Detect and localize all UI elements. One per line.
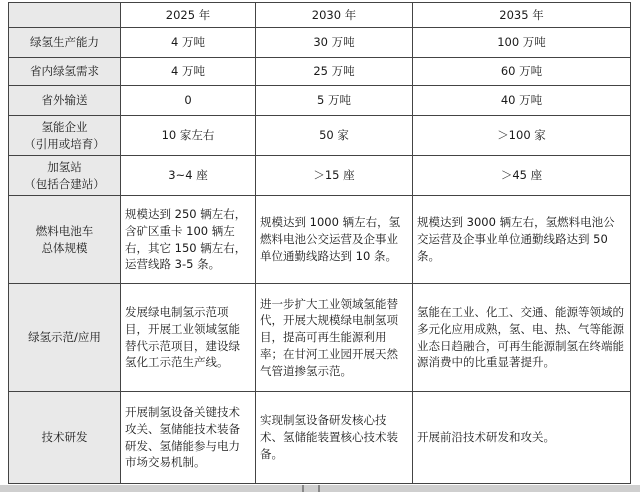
cell-2025: 4 万吨 bbox=[121, 58, 256, 86]
table-row bbox=[9, 116, 631, 156]
cell-2035: ＞45 座 bbox=[413, 156, 631, 196]
row-label-line1: 加氢站 bbox=[47, 159, 82, 174]
cell-2035: 开展前沿技术研发和攻关。 bbox=[413, 392, 631, 484]
cell-2025: 规模达到 250 辆左右，含矿区重卡 100 辆左右，其它 150 辆左右，运营线路 3-5 条。 bbox=[121, 196, 256, 284]
cell-2035: 60 万吨 bbox=[413, 58, 631, 86]
hydrogen-plan-table bbox=[8, 2, 631, 484]
table-row bbox=[9, 284, 631, 392]
row-label: 技术研发 bbox=[9, 392, 121, 484]
scroll-strip bbox=[0, 485, 640, 492]
header-row bbox=[9, 3, 631, 28]
strip-tick bbox=[302, 485, 304, 492]
cell-2030: 规模达到 1000 辆左右，氢燃料电池公交运营及企事业单位通勤线路达到 10 条。 bbox=[256, 196, 413, 284]
row-label-line1: 燃料电池车 bbox=[35, 223, 94, 238]
row-label-line2: 总体规模 bbox=[41, 240, 88, 255]
table-row bbox=[9, 58, 631, 86]
row-label: 省外输送 bbox=[9, 86, 121, 116]
header-2030: 2030 年 bbox=[256, 3, 413, 28]
cell-2025: 10 家左右 bbox=[121, 116, 256, 156]
cell-2035: 氢能在工业、化工、交通、能源等领域的多元化应用成熟，氢、电、热、气等能源业态日趋融合，可再生能源制氢在终端能源消费中的比重显著提升。 bbox=[413, 284, 631, 392]
row-label-line2: （包括合建站） bbox=[24, 176, 105, 191]
cell-2035: 100 万吨 bbox=[413, 28, 631, 58]
cell-2030: 5 万吨 bbox=[256, 86, 413, 116]
cell-2035: 40 万吨 bbox=[413, 86, 631, 116]
table-row bbox=[9, 28, 631, 58]
header-2035: 2035 年 bbox=[413, 3, 631, 28]
table-row bbox=[9, 156, 631, 196]
strip-tick bbox=[318, 485, 320, 492]
header-2025: 2025 年 bbox=[121, 3, 256, 28]
row-label: 绿氢生产能力 bbox=[9, 28, 121, 58]
cell-2025: 4 万吨 bbox=[121, 28, 256, 58]
cell-2025: 发展绿电制氢示范项目，开展工业领域氢能替代示范项目，建设绿氢化工示范生产线。 bbox=[121, 284, 256, 392]
cell-2030: 进一步扩大工业领域氢能替代，开展大规模绿电制氢项目，提高可再生能源利用率；在甘河工业园开展天然气管道掺氢示范。 bbox=[256, 284, 413, 392]
table-row bbox=[9, 196, 631, 284]
cell-2025: 开展制氢设备关键技术攻关、氢储能技术装备研发、氢储能参与电力市场交易机制。 bbox=[121, 392, 256, 484]
cell-2030: 实现制氢设备研发核心技术、氢储能装置核心技术装备。 bbox=[256, 392, 413, 484]
row-label bbox=[9, 116, 121, 156]
cell-2025: 0 bbox=[121, 86, 256, 116]
row-label bbox=[9, 156, 121, 196]
cell-2035: 规模达到 3000 辆左右，氢燃料电池公交运营及企事业单位通勤线路达到 50 条。 bbox=[413, 196, 631, 284]
row-label bbox=[9, 196, 121, 284]
cell-2030: 30 万吨 bbox=[256, 28, 413, 58]
cell-2030: 50 家 bbox=[256, 116, 413, 156]
cell-2030: 25 万吨 bbox=[256, 58, 413, 86]
cell-2035: ＞100 家 bbox=[413, 116, 631, 156]
row-label: 省内绿氢需求 bbox=[9, 58, 121, 86]
cell-2025: 3~4 座 bbox=[121, 156, 256, 196]
table-row bbox=[9, 86, 631, 116]
row-label-line1: 氢能企业 bbox=[41, 119, 88, 134]
row-label: 绿氢示范/应用 bbox=[9, 284, 121, 392]
row-label-line2: （引用或培育） bbox=[24, 136, 105, 151]
header-corner bbox=[9, 3, 121, 28]
table-row bbox=[9, 392, 631, 484]
cell-2030: ＞15 座 bbox=[256, 156, 413, 196]
